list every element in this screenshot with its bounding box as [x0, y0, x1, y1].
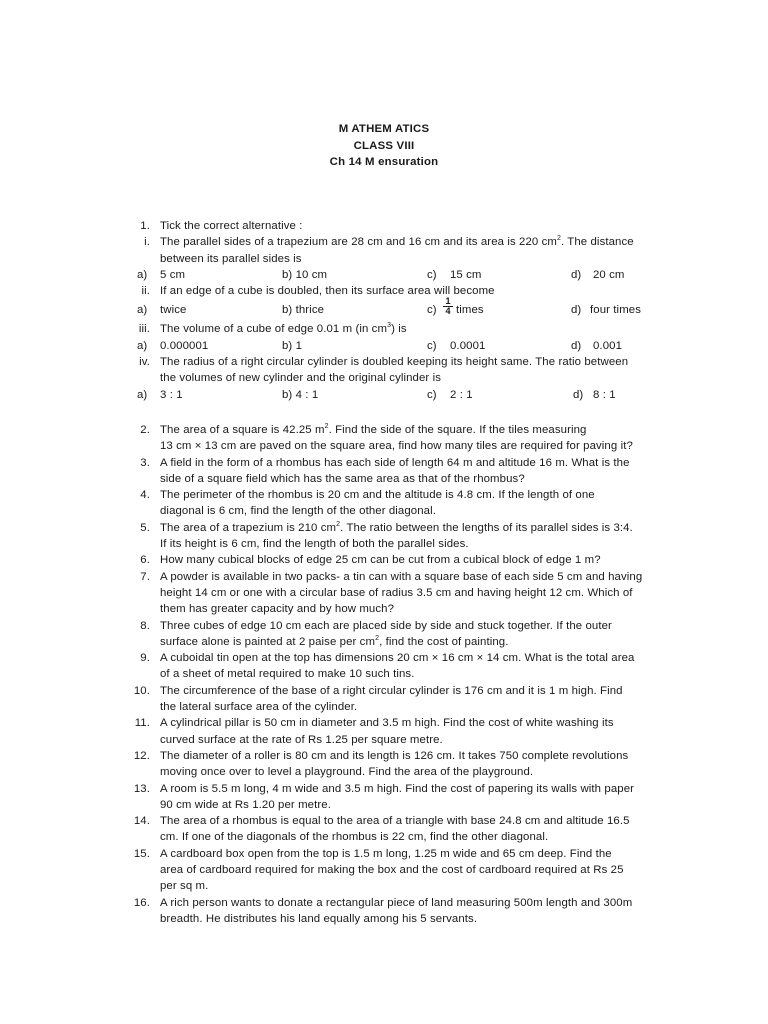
question-line: A rich person wants to donate a rectangular piece of land measuring 500m length and 300m — [160, 896, 633, 909]
question-text — [160, 634, 509, 650]
superscript: 2 — [324, 423, 329, 431]
question-continuation — [0, 634, 768, 650]
question-continuation — [0, 878, 768, 894]
question-11 — [0, 715, 768, 731]
question-number: 3. — [140, 456, 150, 469]
question-line: 90 cm wide at Rs 1.20 per metre. — [160, 798, 331, 811]
options-row — [0, 387, 768, 403]
subquestion-number: ii. — [141, 285, 150, 298]
question-line: surface alone is painted at 2 paise per cm — [160, 635, 376, 648]
question-line: height 14 cm or one with a circular base of radius 3.5 cm and having height 12 cm. Which of — [160, 586, 633, 599]
option-a-label: a) — [137, 268, 148, 281]
question-line: cm. If one of the diagonals of the rhombus is 22 cm, find the other diagonal. — [160, 831, 549, 844]
options-row — [0, 267, 768, 283]
question-text — [160, 422, 587, 438]
superscript: 3 — [387, 322, 392, 330]
subquestion-text — [160, 234, 634, 250]
question-1 — [0, 218, 768, 234]
question-continuation — [0, 829, 768, 845]
option-b: b) 4 : 1 — [282, 388, 319, 401]
class-title: CLASS VIII — [353, 139, 415, 152]
option-a-label: a) — [137, 304, 148, 317]
option-d-label: d) — [571, 339, 582, 352]
question-continuation — [0, 585, 768, 601]
superscript: 2 — [556, 235, 561, 243]
subquestion-text — [160, 321, 407, 337]
question-8 — [0, 618, 768, 634]
question-line: The area of a rhombus is equal to the area of a triangle with base 24.8 cm and altitude 16.5 — [160, 815, 630, 828]
option-b: b) thrice — [282, 304, 325, 317]
option-d-label: d) — [571, 268, 582, 281]
option-a-text: 0.000001 — [160, 339, 209, 352]
subquestion-number: iii. — [138, 323, 150, 336]
question-line: A room is 5.5 m long, 4 m wide and 3.5 m high. Find the cost of papering its walls with paper — [160, 782, 635, 795]
fraction-quarter — [443, 297, 453, 316]
question-line: If its height is 6 cm, find the length of both the parallel sides. — [160, 538, 469, 551]
option-a-text: 5 cm — [160, 268, 186, 281]
subquestion-iv — [0, 354, 768, 370]
subquestion-continuation — [0, 370, 768, 386]
options-row — [0, 296, 768, 321]
question-continuation — [0, 471, 768, 487]
option-c-text: 0.0001 — [450, 339, 486, 352]
question-continuation — [0, 699, 768, 715]
question-line: The area of a trapezium is 210 cm — [160, 521, 337, 534]
option-d-label: d) — [573, 388, 584, 401]
question-4 — [0, 487, 768, 503]
question-13 — [0, 781, 768, 797]
spacer — [0, 403, 768, 422]
superscript: 2 — [375, 635, 380, 643]
question-line: Three cubes of edge 10 cm each are placed side by side and stuck together. If the outer — [160, 619, 612, 632]
question-line: them has greater capacity and by how much? — [160, 603, 395, 616]
options-row — [0, 338, 768, 354]
question-line: 13 cm × 13 cm are paved on the square area, find how many tiles are required for paving it? — [160, 440, 633, 453]
subquestion-i — [0, 234, 768, 250]
question-line-end: . The ratio between the lengths of its parallel sides is 3:4. — [340, 521, 633, 534]
question-line: A cylindrical pillar is 50 cm in diameter and 3.5 m high. Find the cost of white washing its — [160, 717, 614, 730]
question-list — [0, 218, 768, 927]
option-a-label: a) — [137, 388, 148, 401]
question-continuation — [0, 503, 768, 519]
question-9 — [0, 650, 768, 666]
question-line: How many cubical blocks of edge 25 cm can be cut from a cubical block of edge 1 m? — [160, 554, 601, 567]
subquestion-text: The radius of a right circular cylinder is doubled keeping its height same. The ratio between — [160, 356, 629, 369]
question-number: 8. — [140, 619, 150, 632]
option-c-label: c) — [427, 268, 437, 281]
subquestion-ii — [0, 283, 768, 299]
question-number: 9. — [140, 652, 150, 665]
subquestion-text: If an edge of a cube is doubled, then its surface area will become — [160, 285, 495, 298]
question-6 — [0, 552, 768, 568]
option-d-text: 20 cm — [593, 268, 625, 281]
subquestion-number: i. — [144, 236, 150, 249]
question-continuation — [0, 601, 768, 617]
question-continuation — [0, 862, 768, 878]
question-number: 13. — [133, 782, 150, 795]
question-text: Tick the correct alternative : — [160, 220, 303, 232]
question-3 — [0, 455, 768, 471]
question-line: diagonal is 6 cm, find the length of the other diagonal. — [160, 505, 436, 518]
question-line: The area of a square is 42.25 m — [160, 423, 325, 436]
option-c-text: times — [456, 304, 484, 317]
question-text — [160, 520, 633, 536]
question-10 — [0, 683, 768, 699]
question-number: 5. — [140, 521, 150, 534]
question-line: side of a square field which has the same area as that of the rhombus? — [160, 472, 525, 485]
question-15 — [0, 846, 768, 862]
subquestion-line-end: . The distance — [560, 236, 634, 249]
question-line: breadth. He distributes his land equally among his 5 servants. — [160, 912, 478, 925]
question-number: 11. — [134, 717, 150, 730]
option-d-text: 0.001 — [593, 339, 623, 352]
question-number: 6. — [140, 554, 150, 567]
question-line: A powder is available in two packs- a tin can with a square base of each side 5 cm and having — [160, 570, 643, 583]
option-b: b) 1 — [282, 339, 303, 352]
option-a-text: 3 : 1 — [160, 388, 183, 401]
question-number: 10. — [133, 684, 150, 697]
fraction-denominator: 4 — [445, 306, 451, 317]
subquestion-iii — [0, 321, 768, 337]
question-line: of a sheet of metal required to make 10 such tins. — [160, 668, 415, 681]
option-c-text: 2 : 1 — [450, 388, 473, 401]
option-c-label: c) — [427, 339, 437, 352]
question-16 — [0, 895, 768, 911]
option-a-label: a) — [137, 339, 148, 352]
option-c-label: c) — [427, 388, 437, 401]
question-line: area of cardboard required for making the box and the cost of cardboard required at Rs 25 — [160, 863, 624, 876]
subquestion-continuation — [0, 251, 768, 267]
question-number: 12. — [133, 749, 150, 762]
subquestion-line-end: ) is — [391, 323, 407, 336]
question-continuation — [0, 666, 768, 682]
question-line-end: . Find the side of the square. If the tiles measuring — [328, 423, 587, 436]
question-continuation — [0, 764, 768, 780]
question-continuation — [0, 911, 768, 927]
option-b: b) 10 cm — [282, 268, 328, 281]
question-line: the lateral surface area of the cylinder. — [160, 701, 358, 714]
subquestion-line: between its parallel sides is — [160, 252, 302, 265]
question-line: The perimeter of the rhombus is 20 cm and the altitude is 4.8 cm. If the length of one — [160, 489, 595, 502]
question-number: 15. — [133, 847, 150, 860]
superscript: 2 — [336, 520, 341, 528]
option-d-text: 8 : 1 — [593, 388, 616, 401]
question-continuation — [0, 732, 768, 748]
subquestion-line: The volume of a cube of edge 0.01 m (in cm — [160, 323, 388, 336]
question-line: moving once over to level a playground. Find the area of the playground. — [160, 766, 534, 779]
question-line: A cuboidal tin open at the top has dimensions 20 cm × 16 cm × 14 cm. What is the total area — [160, 652, 635, 665]
question-number: 1. — [140, 220, 150, 232]
question-number: 2. — [140, 423, 150, 436]
chapter-title: Ch 14 M ensuration — [329, 156, 439, 168]
question-line: The circumference of the base of a right circular cylinder is 176 cm and it is 1 m high. Find — [160, 684, 623, 697]
option-d-label: d) — [571, 304, 582, 317]
question-number: 4. — [140, 489, 150, 502]
question-line: A cardboard box open from the top is 1.5 m long, 1.25 m wide and 65 cm deep. Find the — [160, 847, 612, 860]
question-line: A field in the form of a rhombus has each side of length 64 m and altitude 16 m. What is the — [160, 456, 630, 469]
question-5 — [0, 520, 768, 536]
worksheet-header — [0, 121, 768, 171]
question-number: 7. — [140, 570, 150, 583]
question-number: 16. — [133, 896, 150, 909]
subquestion-line: the volumes of new cylinder and the original cylinder is — [160, 372, 442, 385]
subquestion-number: iv. — [139, 356, 150, 369]
subject-title: M ATHEM ATICS — [338, 123, 430, 135]
option-c-label: c) — [427, 304, 437, 317]
question-number: 14. — [133, 815, 150, 828]
question-12 — [0, 748, 768, 764]
question-14 — [0, 813, 768, 829]
fraction-numerator: 1 — [443, 297, 453, 307]
question-2 — [0, 422, 768, 438]
option-a-text: twice — [160, 304, 187, 317]
question-continuation — [0, 536, 768, 552]
question-line: The diameter of a roller is 80 cm and its length is 126 cm. It takes 750 complete revolutions — [160, 749, 629, 762]
question-7 — [0, 569, 768, 585]
option-d-text: four times — [590, 304, 642, 317]
subquestion-line: The parallel sides of a trapezium are 28 cm and 16 cm and its area is 220 cm — [160, 236, 557, 249]
question-line-end: , find the cost of painting. — [379, 635, 509, 648]
question-continuation — [0, 797, 768, 813]
question-line: curved surface at the rate of Rs 1.25 per square metre. — [160, 733, 443, 746]
question-continuation — [0, 438, 768, 454]
option-c-text: 15 cm — [450, 268, 482, 281]
question-line: per sq m. — [160, 880, 209, 893]
